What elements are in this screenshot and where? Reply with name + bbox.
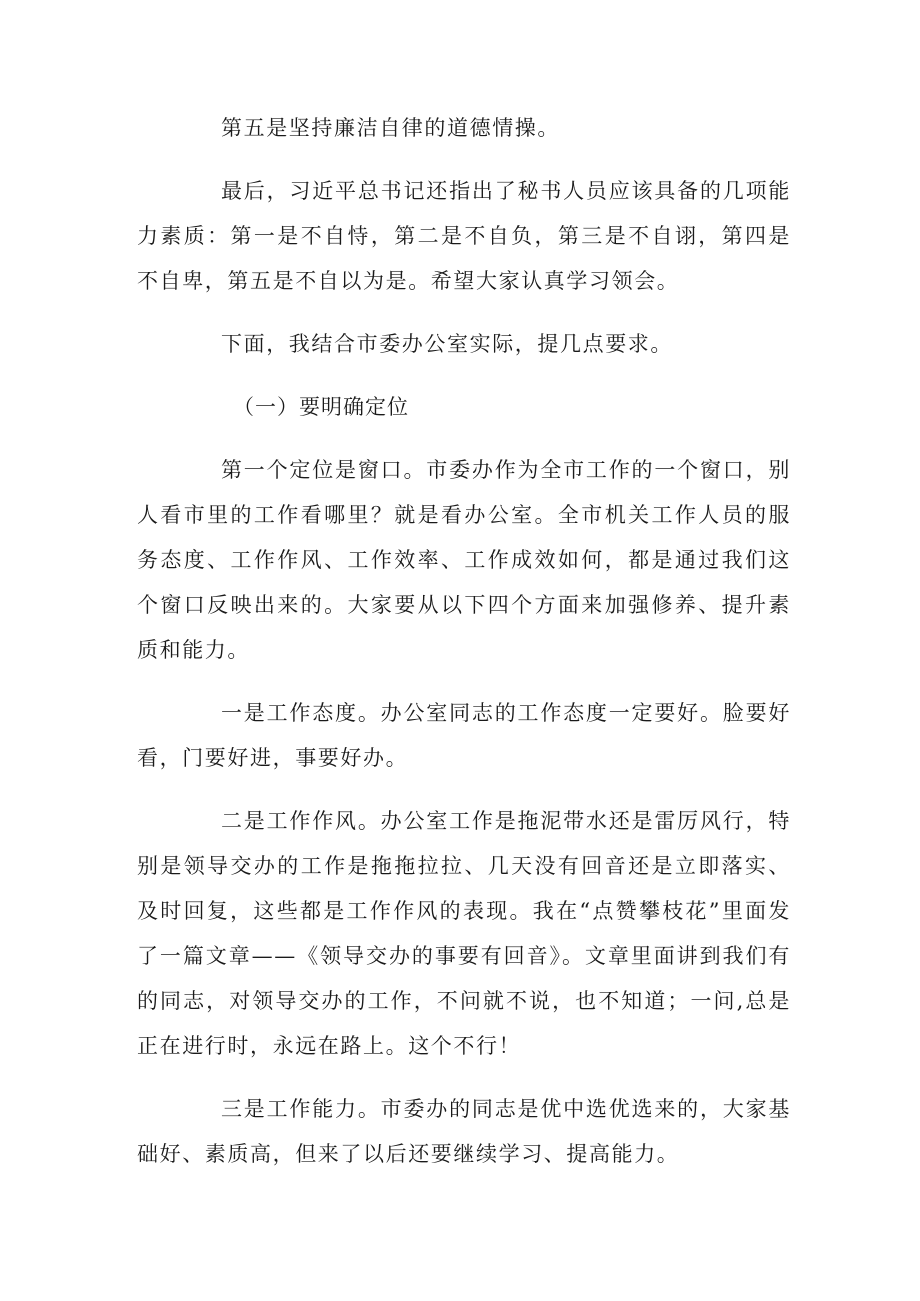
- paragraph-abilities: 最后，习近平总书记还指出了秘书人员应该具备的几项能力素质：第一是不自恃，第二是不自负，第三是不自诩，第四是不自卑，第五是不自以为是。希望大家认真学习领会。: [137, 179, 791, 293]
- paragraph-work-ability: 三是工作能力。市委办的同志是优中选优选来的，大家基础好、素质高，但来了以后还要继续学习、提高能力。: [137, 1097, 791, 1166]
- paragraph-work-style: 二是工作作风。办公室工作是拖泥带水还是雷厉风行，特别是领导交办的工作是拖拖拉拉、几天没有回音还是立即落实、及时回复，这些都是工作作风的表现。我在“点赞攀枝花”里面发了一篇文章——《领导交办的事要有回音》。文章里面讲到我们有的同志，对领导交办的工作，不问就不说，也不知道；一问,总是正在进行时，永远在路上。这个不行！: [137, 809, 791, 1058]
- document-body: [137, 106, 791, 1177]
- paragraph-window-positioning: 第一个定位是窗口。市委办作为全市工作的一个窗口，别人看市里的工作看哪里？就是看办公室。全市机关工作人员的服务态度、工作作风、工作效率、工作成效如何，都是通过我们这个窗口反映出来的。大家要从以下四个方面来加强修养、提升素质和能力。: [137, 458, 791, 662]
- paragraph-requirements-intro: 下面，我结合市委办公室实际，提几点要求。: [221, 332, 673, 356]
- section-heading-positioning: （一）要明确定位: [233, 395, 409, 419]
- paragraph-work-attitude: 一是工作态度。办公室同志的工作态度一定要好。脸要好看，门要好进，事要好办。: [137, 701, 791, 770]
- paragraph-integrity: 第五是坚持廉洁自律的道德情操。: [221, 116, 560, 140]
